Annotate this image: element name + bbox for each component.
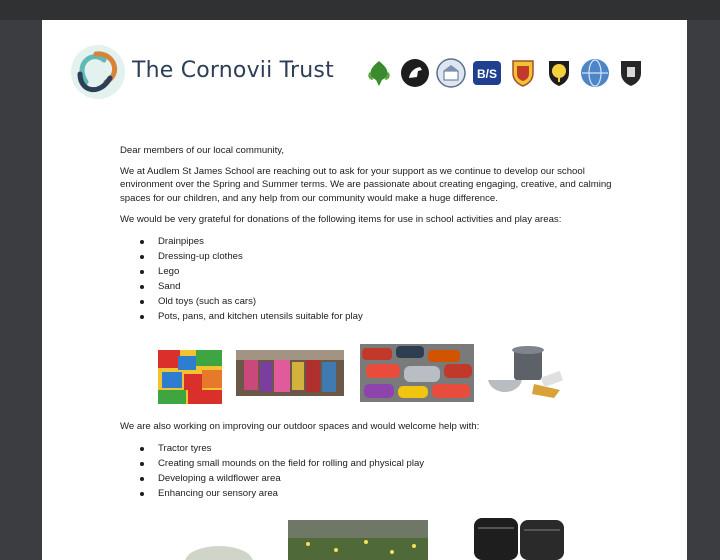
list-item: Tractor tyres [120,441,620,456]
building-icon [436,58,466,88]
donations-intro: We would be very grateful for donations of the following items for use in school activities and play areas: [120,213,562,225]
outdoor-intro: We are also working on improving our outdoor spaces and would welcome help with: [120,421,480,432]
brand-name: The Cornovii Trust [132,58,334,83]
list-item: Dressing-up clothes [120,249,620,264]
dark-shield-icon [616,58,646,88]
tractor-tyres-photo [470,514,570,560]
school-badges [364,56,646,90]
pots-pans-photo [484,344,566,400]
greeting: Dear members of our local community, [120,145,285,156]
tree-crest-icon [544,58,574,88]
bis-badge-icon [472,58,502,88]
letter-body [120,144,620,332]
oak-leaf-icon [364,58,394,88]
mound-photo [182,528,256,560]
list-item: Drainpipes [120,234,620,249]
shield-crest-icon [508,58,538,88]
intro-paragraph: We at Audlem St James School are reaching out to ask for your support as we continue to develop our school environment over the Spring and Summer terms. We are passionate about creating engaging, creative, and calming spaces for our children, and any help from our community would make a huge difference. [120,166,612,204]
list-item: Creating small mounds on the field for rolling and physical play [120,456,620,471]
viewer-toolbar [0,0,720,20]
list-item: Lego [120,264,620,279]
list-item: Pots, pans, and kitchen utensils suitable for play [120,309,620,324]
outdoor-section [120,420,620,509]
list-item: Developing a wildflower area [120,471,620,486]
globe-icon [580,58,610,88]
list-item: Old toys (such as cars) [120,294,620,309]
horse-icon [400,58,430,88]
toy-cars-photo [360,344,474,402]
cornovii-logo-icon [66,42,130,102]
dressing-up-clothes-photo [236,350,344,396]
list-item: Enhancing our sensory area [120,486,620,501]
list-item: Sand [120,279,620,294]
outdoor-list [120,441,620,501]
document-page [42,20,687,560]
svg-text:B/S: B/S [476,67,498,81]
lego-photo [158,350,222,404]
donation-list [120,234,620,324]
wildflower-photo [288,520,428,560]
